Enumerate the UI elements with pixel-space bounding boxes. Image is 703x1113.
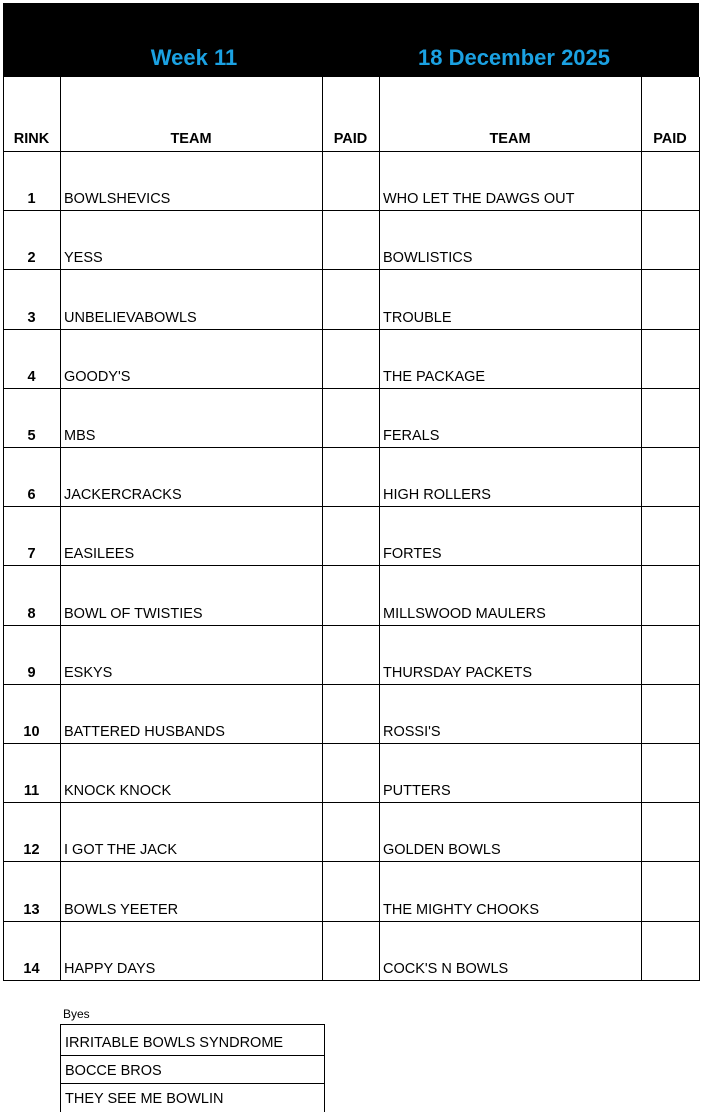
column-divider — [60, 77, 61, 980]
paid-b-cell[interactable] — [641, 427, 699, 445]
paid-b-cell[interactable] — [641, 841, 699, 859]
team-b-name: THURSDAY PACKETS — [383, 665, 533, 681]
bye-team-row — [60, 1024, 325, 1056]
row-divider — [3, 210, 700, 211]
rink-header: RINK — [13, 131, 50, 147]
paid-a-cell[interactable] — [322, 723, 379, 741]
row-divider — [3, 743, 700, 744]
team-a-name: BOWLSHEVICS — [64, 191, 171, 207]
team-b-name: BOWLISTICS — [383, 250, 473, 266]
team-a-header: TEAM — [170, 131, 212, 147]
week-label: Week 11 — [150, 45, 238, 70]
rink-number: 4 — [27, 369, 36, 385]
paid-b-cell[interactable] — [641, 723, 699, 741]
team-b-name: FORTES — [383, 546, 442, 562]
paid-b-cell[interactable] — [641, 782, 699, 800]
team-b-name: FERALS — [383, 428, 440, 444]
byes-label: Byes — [63, 1007, 90, 1021]
header-banner — [3, 3, 699, 77]
team-a-name: BOWLS YEETER — [64, 902, 179, 918]
team-a-name: KNOCK KNOCK — [64, 783, 172, 799]
paid-a-cell[interactable] — [322, 664, 379, 682]
paid-b-cell[interactable] — [641, 249, 699, 267]
rink-number: 7 — [27, 546, 36, 562]
team-a-name: BATTERED HUSBANDS — [64, 724, 225, 740]
bye-team-name: BOCCE BROS — [65, 1063, 162, 1079]
paid-a-header: PAID — [333, 131, 368, 147]
team-b-name: HIGH ROLLERS — [383, 487, 491, 503]
paid-b-cell[interactable] — [641, 190, 699, 208]
team-a-name: BOWL OF TWISTIES — [64, 606, 203, 622]
row-divider — [3, 921, 700, 922]
rink-number: 2 — [27, 250, 36, 266]
rink-number: 5 — [27, 428, 36, 444]
paid-a-cell[interactable] — [322, 427, 379, 445]
paid-b-cell[interactable] — [641, 545, 699, 563]
team-b-name: ROSSI'S — [383, 724, 441, 740]
row-divider — [3, 447, 700, 448]
paid-a-cell[interactable] — [322, 605, 379, 623]
column-divider — [379, 77, 380, 980]
bye-team-row — [60, 1055, 325, 1084]
row-divider — [3, 329, 700, 330]
team-a-name: MBS — [64, 428, 96, 444]
rink-number: 12 — [23, 842, 40, 858]
paid-a-cell[interactable] — [322, 368, 379, 386]
team-a-name: EASILEES — [64, 546, 135, 562]
paid-a-cell[interactable] — [322, 190, 379, 208]
paid-a-cell[interactable] — [322, 486, 379, 504]
paid-b-header: PAID — [653, 131, 687, 147]
column-divider — [699, 77, 700, 980]
row-divider — [3, 565, 700, 566]
row-divider — [3, 802, 700, 803]
team-b-name: THE PACKAGE — [383, 369, 486, 385]
row-divider — [3, 151, 700, 152]
rink-number: 14 — [23, 961, 40, 977]
paid-a-cell[interactable] — [322, 841, 379, 859]
team-b-name: MILLSWOOD MAULERS — [383, 606, 546, 622]
team-a-name: UNBELIEVABOWLS — [64, 310, 197, 326]
team-b-name: PUTTERS — [383, 783, 451, 799]
rink-number: 3 — [27, 310, 36, 326]
paid-b-cell[interactable] — [641, 901, 699, 919]
date-label: 18 December 2025 — [417, 45, 611, 70]
row-divider — [3, 684, 700, 685]
team-a-name: YESS — [64, 250, 103, 266]
row-divider — [3, 980, 700, 981]
paid-a-cell[interactable] — [322, 249, 379, 267]
paid-b-cell[interactable] — [641, 960, 699, 978]
bye-team-name: THEY SEE ME BOWLIN — [65, 1091, 224, 1107]
paid-a-cell[interactable] — [322, 545, 379, 563]
paid-a-cell[interactable] — [322, 782, 379, 800]
team-b-name: WHO LET THE DAWGS OUT — [383, 191, 575, 207]
bye-team-name: IRRITABLE BOWLS SYNDROME — [65, 1035, 284, 1051]
rink-number: 8 — [27, 606, 36, 622]
team-b-header: TEAM — [489, 131, 531, 147]
team-a-name: ESKYS — [64, 665, 113, 681]
rink-number: 9 — [27, 665, 36, 681]
paid-a-cell[interactable] — [322, 960, 379, 978]
row-divider — [3, 861, 700, 862]
rink-number: 10 — [23, 724, 40, 740]
rink-number: 1 — [27, 191, 36, 207]
rink-number: 11 — [23, 783, 40, 799]
team-b-name: TROUBLE — [383, 310, 452, 326]
team-a-name: GOODY'S — [64, 369, 131, 385]
paid-b-cell[interactable] — [641, 309, 699, 327]
paid-b-cell[interactable] — [641, 664, 699, 682]
rink-number: 6 — [27, 487, 36, 503]
paid-a-cell[interactable] — [322, 901, 379, 919]
team-b-name: COCK'S N BOWLS — [383, 961, 509, 977]
row-divider — [3, 388, 700, 389]
bye-team-row — [60, 1083, 325, 1112]
paid-a-cell[interactable] — [322, 309, 379, 327]
rink-number: 13 — [23, 902, 40, 918]
team-b-name: THE MIGHTY CHOOKS — [383, 902, 540, 918]
row-divider — [3, 625, 700, 626]
paid-b-cell[interactable] — [641, 486, 699, 504]
team-a-name: I GOT THE JACK — [64, 842, 178, 858]
team-b-name: GOLDEN BOWLS — [383, 842, 501, 858]
team-a-name: JACKERCRACKS — [64, 487, 182, 503]
team-a-name: HAPPY DAYS — [64, 961, 156, 977]
paid-b-cell[interactable] — [641, 368, 699, 386]
row-divider — [3, 506, 700, 507]
paid-b-cell[interactable] — [641, 605, 699, 623]
row-divider — [3, 269, 700, 270]
